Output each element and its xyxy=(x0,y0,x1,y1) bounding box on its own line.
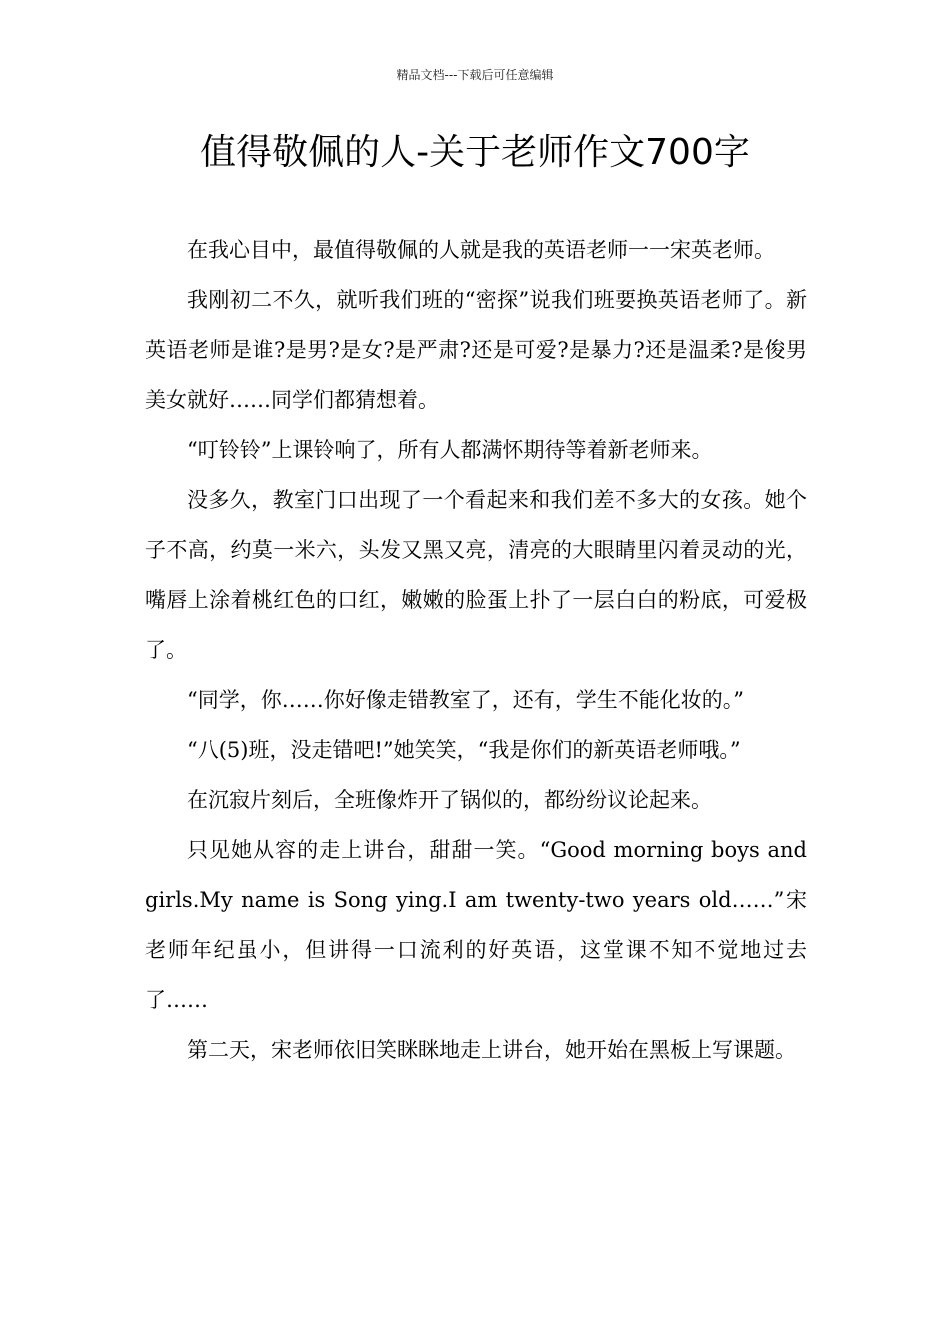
paragraph-5: “同学，你……你好像走错教室了，还有，学生不能化妆的。” xyxy=(187,688,744,712)
paragraph-6: “八(5)班，没走错吧!”她笑笑，“我是你们的新英语老师哦。” xyxy=(187,738,741,762)
paragraph-2: 我刚初二不久，就听我们班的“密探”说我们班要换英语老师了。新英语老师是谁?是男?是女?是严肃?还是可爱?是暴力?还是温柔?是俊男美女就好……同学们都猜想着。 xyxy=(145,288,807,412)
paragraph-3: “叮铃铃”上课铃响了，所有人都满怀期待等着新老师来。 xyxy=(187,438,713,462)
page-header: 精品文档---下载后可任意编辑 xyxy=(396,68,554,82)
paragraph-8: 只见她从容的走上讲台，甜甜一笑。“Good morning boys and girls.My name is Song ying.I am twenty-two years old……”宋老师年纪虽小，但讲得一口流利的好英语，这堂课不知不觉地过去了…… xyxy=(145,838,807,1012)
paragraph-4: 没多久，教室门口出现了一个看起来和我们差不多大的女孩。她个子不高，约莫一米六，头发又黑又亮，清亮的大眼睛里闪着灵动的光，嘴唇上涂着桃红色的口红，嫩嫩的脸蛋上扑了一层白白的粉底，可爱极了。 xyxy=(145,488,807,662)
paragraph-9: 第二天，宋老师依旧笑眯眯地走上讲台，她开始在黑板上写课题。 xyxy=(187,1038,796,1062)
paragraph-7: 在沉寂片刻后，全班像炸开了锅似的，都纷纷议论起来。 xyxy=(187,788,712,812)
document-title: 值得敬佩的人-关于老师作文700字 xyxy=(200,132,750,173)
paragraph-1: 在我心目中，最值得敬佩的人就是我的英语老师一一宋英老师。 xyxy=(187,238,775,262)
document-body xyxy=(145,225,807,1075)
